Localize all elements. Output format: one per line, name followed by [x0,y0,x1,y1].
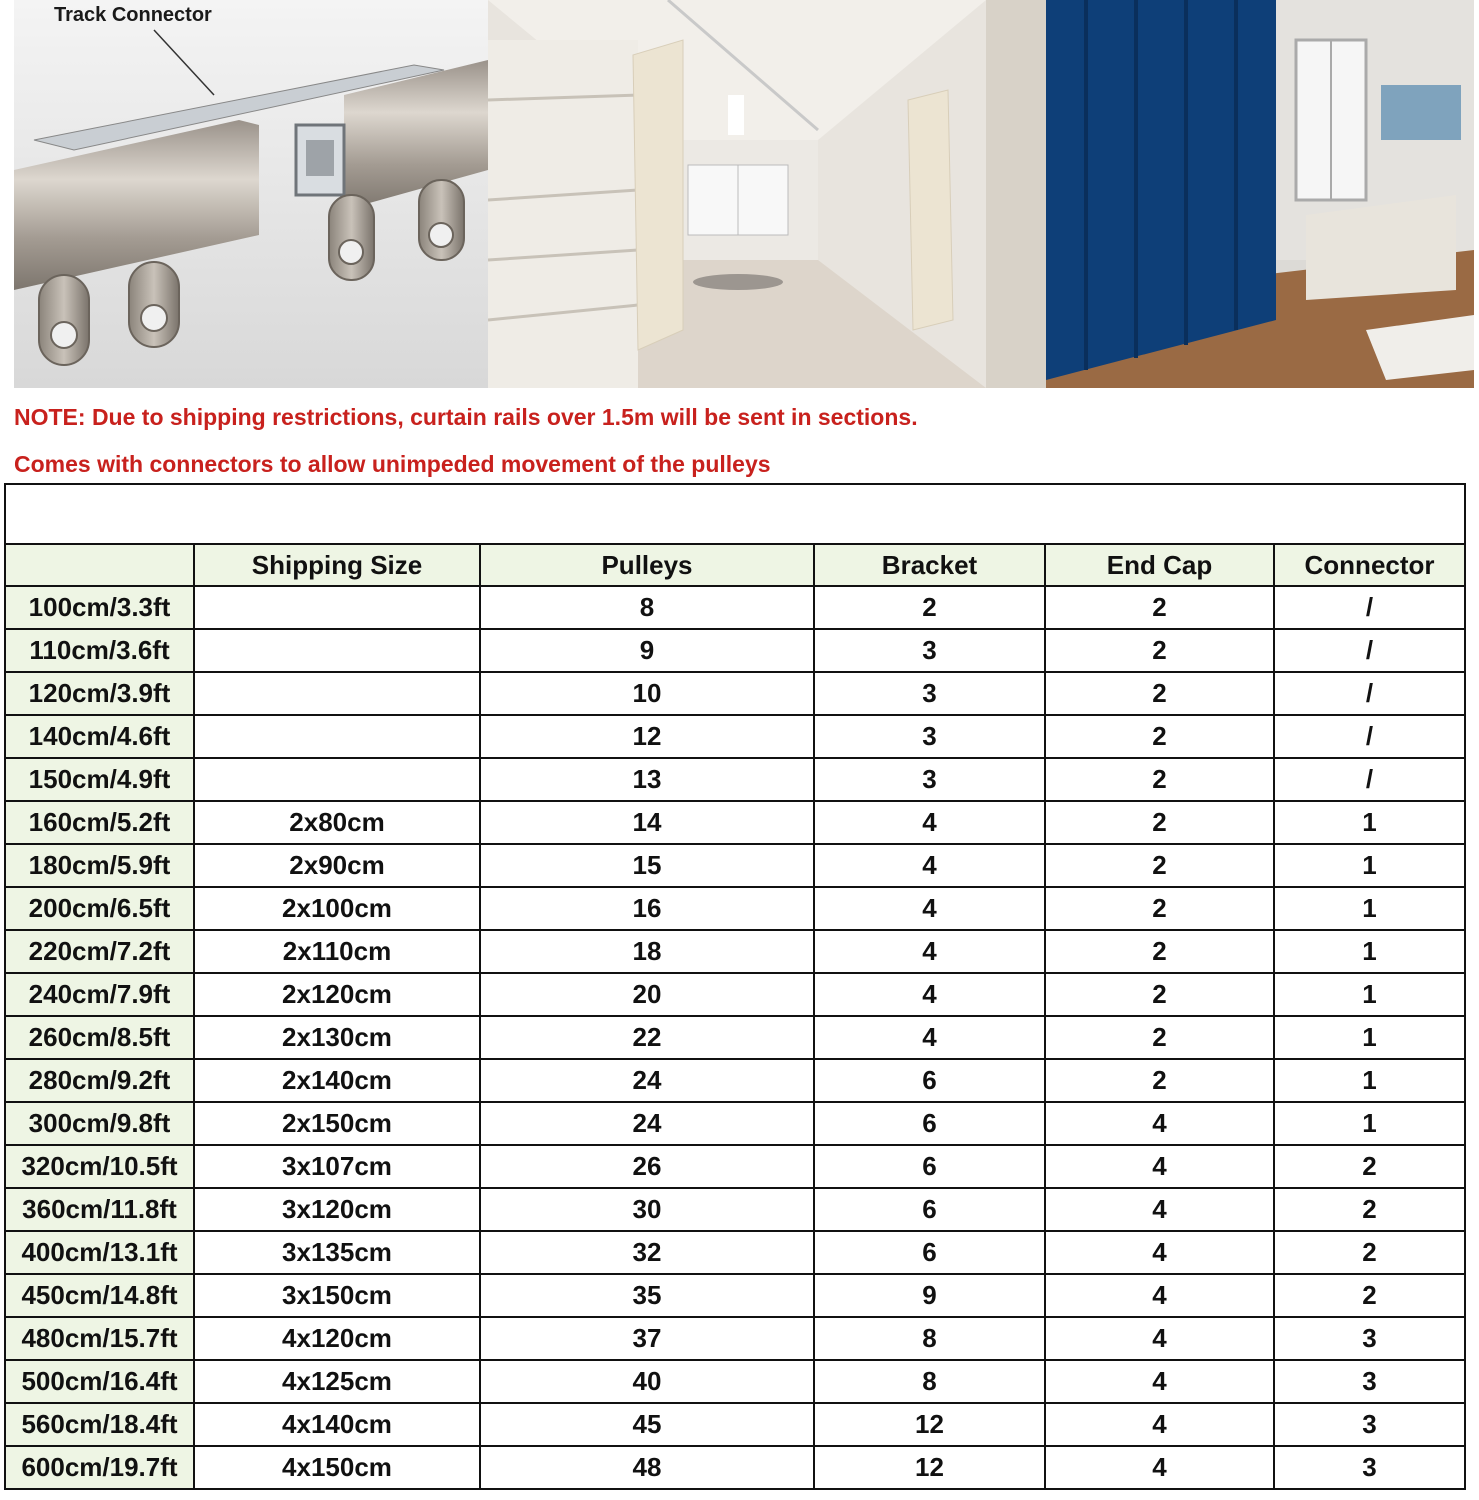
shipping-size-cell: 4x140cm [194,1403,480,1446]
table-row [5,629,1465,672]
bracket-cell: 4 [814,1016,1045,1059]
connector-cell: 2 [1274,1145,1465,1188]
end-cap-cell: 4 [1045,1317,1274,1360]
shipping-size-cell [194,758,480,801]
table-row [5,1231,1465,1274]
length-cell: 600cm/19.7ft [5,1446,194,1489]
track-connector-photo [14,0,488,388]
shipping-size-cell [194,715,480,758]
end-cap-cell: 4 [1045,1188,1274,1231]
bracket-cell: 12 [814,1446,1045,1489]
living-room-curtain-photo [986,0,1474,388]
length-cell: 400cm/13.1ft [5,1231,194,1274]
end-cap-cell: 4 [1045,1231,1274,1274]
pulleys-cell: 12 [480,715,814,758]
shipping-size-cell [194,672,480,715]
blank-cell [5,484,1465,544]
shipping-size-cell: 2x110cm [194,930,480,973]
size-spec-table [4,483,1466,1490]
length-cell: 180cm/5.9ft [5,844,194,887]
connector-cell: 3 [1274,1446,1465,1489]
length-cell: 240cm/7.9ft [5,973,194,1016]
length-cell: 450cm/14.8ft [5,1274,194,1317]
bracket-cell: 4 [814,930,1045,973]
shipping-size-cell: 2x90cm [194,844,480,887]
pulleys-cell: 16 [480,887,814,930]
pulleys-cell: 13 [480,758,814,801]
end-cap-cell: 2 [1045,930,1274,973]
pulleys-cell: 20 [480,973,814,1016]
bracket-cell: 3 [814,672,1045,715]
length-cell: 280cm/9.2ft [5,1059,194,1102]
connector-cell: / [1274,715,1465,758]
bracket-cell: 8 [814,1317,1045,1360]
pulleys-cell: 40 [480,1360,814,1403]
bracket-cell: 4 [814,801,1045,844]
end-cap-cell: 2 [1045,1059,1274,1102]
table-row [5,1145,1465,1188]
end-cap-cell: 2 [1045,844,1274,887]
table-row [5,586,1465,629]
bracket-cell: 4 [814,887,1045,930]
header-pulleys: Pulleys [480,544,814,586]
pulleys-cell: 15 [480,844,814,887]
end-cap-cell: 4 [1045,1446,1274,1489]
table-row [5,973,1465,1016]
connector-cell: 1 [1274,1102,1465,1145]
end-cap-cell: 2 [1045,715,1274,758]
length-cell: 320cm/10.5ft [5,1145,194,1188]
pulleys-cell: 32 [480,1231,814,1274]
table-row [5,758,1465,801]
table-row [5,1360,1465,1403]
length-cell: 200cm/6.5ft [5,887,194,930]
connector-note: Comes with connectors to allow unimpeded movement of the pulleys [14,451,771,477]
table-row [5,1446,1465,1489]
closet-curtain-photo [488,0,986,388]
header-length [5,544,194,586]
pulleys-cell: 35 [480,1274,814,1317]
pulleys-cell: 24 [480,1059,814,1102]
bracket-cell: 3 [814,715,1045,758]
connector-cell: 1 [1274,887,1465,930]
shipping-size-cell [194,586,480,629]
bracket-cell: 3 [814,758,1045,801]
connector-cell: 1 [1274,973,1465,1016]
table-blank-row [5,484,1465,544]
length-cell: 140cm/4.6ft [5,715,194,758]
connector-cell: 1 [1274,844,1465,887]
pulleys-cell: 14 [480,801,814,844]
bracket-cell: 2 [814,586,1045,629]
bracket-cell: 8 [814,1360,1045,1403]
length-cell: 500cm/16.4ft [5,1360,194,1403]
pulleys-cell: 26 [480,1145,814,1188]
length-cell: 220cm/7.2ft [5,930,194,973]
connector-cell: / [1274,672,1465,715]
bracket-cell: 6 [814,1059,1045,1102]
pulleys-cell: 18 [480,930,814,973]
pulleys-cell: 9 [480,629,814,672]
track-connector-label: Track Connector [54,4,212,26]
table-row [5,672,1465,715]
table-row [5,930,1465,973]
length-cell: 480cm/15.7ft [5,1317,194,1360]
bracket-cell: 6 [814,1102,1045,1145]
header-connector: Connector [1274,544,1465,586]
shipping-size-cell: 4x120cm [194,1317,480,1360]
end-cap-cell: 2 [1045,586,1274,629]
pulleys-cell: 22 [480,1016,814,1059]
shipping-size-cell: 4x150cm [194,1446,480,1489]
bracket-cell: 6 [814,1188,1045,1231]
shipping-size-cell: 2x130cm [194,1016,480,1059]
header-shipping-size: Shipping Size [194,544,480,586]
connector-cell: / [1274,758,1465,801]
shipping-size-cell: 2x100cm [194,887,480,930]
bracket-cell: 12 [814,1403,1045,1446]
length-cell: 560cm/18.4ft [5,1403,194,1446]
table-row [5,715,1465,758]
connector-cell: 2 [1274,1274,1465,1317]
connector-cell: / [1274,629,1465,672]
bracket-cell: 9 [814,1274,1045,1317]
shipping-size-cell: 3x135cm [194,1231,480,1274]
shipping-note: NOTE: Due to shipping restrictions, curtain rails over 1.5m will be sent in sections. [14,404,918,430]
shipping-size-cell: 2x120cm [194,973,480,1016]
table-row [5,1102,1465,1145]
pulleys-cell: 45 [480,1403,814,1446]
shipping-size-cell: 2x140cm [194,1059,480,1102]
end-cap-cell: 2 [1045,629,1274,672]
table-row [5,1059,1465,1102]
table-row [5,887,1465,930]
length-cell: 160cm/5.2ft [5,801,194,844]
end-cap-cell: 2 [1045,1016,1274,1059]
bracket-cell: 4 [814,844,1045,887]
table-row [5,1274,1465,1317]
end-cap-cell: 2 [1045,672,1274,715]
length-cell: 150cm/4.9ft [5,758,194,801]
shipping-size-cell [194,629,480,672]
end-cap-cell: 2 [1045,973,1274,1016]
bracket-cell: 6 [814,1145,1045,1188]
table-row [5,801,1465,844]
length-cell: 260cm/8.5ft [5,1016,194,1059]
bracket-cell: 4 [814,973,1045,1016]
length-cell: 300cm/9.8ft [5,1102,194,1145]
shipping-size-cell: 3x150cm [194,1274,480,1317]
length-cell: 110cm/3.6ft [5,629,194,672]
end-cap-cell: 4 [1045,1360,1274,1403]
table-row [5,1403,1465,1446]
end-cap-cell: 4 [1045,1403,1274,1446]
connector-cell: 1 [1274,930,1465,973]
connector-cell: / [1274,586,1465,629]
connector-cell: 3 [1274,1403,1465,1446]
connector-cell: 1 [1274,801,1465,844]
pulleys-cell: 48 [480,1446,814,1489]
table-row [5,1016,1465,1059]
end-cap-cell: 4 [1045,1274,1274,1317]
connector-cell: 1 [1274,1016,1465,1059]
connector-cell: 1 [1274,1059,1465,1102]
length-cell: 120cm/3.9ft [5,672,194,715]
pulleys-cell: 8 [480,586,814,629]
table-row [5,1317,1465,1360]
connector-cell: 3 [1274,1317,1465,1360]
table-row [5,1188,1465,1231]
table-header-row [5,544,1465,586]
end-cap-cell: 2 [1045,887,1274,930]
length-cell: 100cm/3.3ft [5,586,194,629]
pulleys-cell: 10 [480,672,814,715]
shipping-size-cell: 3x107cm [194,1145,480,1188]
pulleys-cell: 37 [480,1317,814,1360]
end-cap-cell: 4 [1045,1145,1274,1188]
bracket-cell: 6 [814,1231,1045,1274]
bracket-cell: 3 [814,629,1045,672]
shipping-size-cell: 2x150cm [194,1102,480,1145]
shipping-size-cell: 3x120cm [194,1188,480,1231]
pulleys-cell: 24 [480,1102,814,1145]
end-cap-cell: 4 [1045,1102,1274,1145]
connector-cell: 2 [1274,1231,1465,1274]
shipping-size-cell: 4x125cm [194,1360,480,1403]
header-bracket: Bracket [814,544,1045,586]
connector-cell: 3 [1274,1360,1465,1403]
pulleys-cell: 30 [480,1188,814,1231]
header-end-cap: End Cap [1045,544,1274,586]
end-cap-cell: 2 [1045,758,1274,801]
table-row [5,844,1465,887]
length-cell: 360cm/11.8ft [5,1188,194,1231]
shipping-size-cell: 2x80cm [194,801,480,844]
end-cap-cell: 2 [1045,801,1274,844]
connector-cell: 2 [1274,1188,1465,1231]
